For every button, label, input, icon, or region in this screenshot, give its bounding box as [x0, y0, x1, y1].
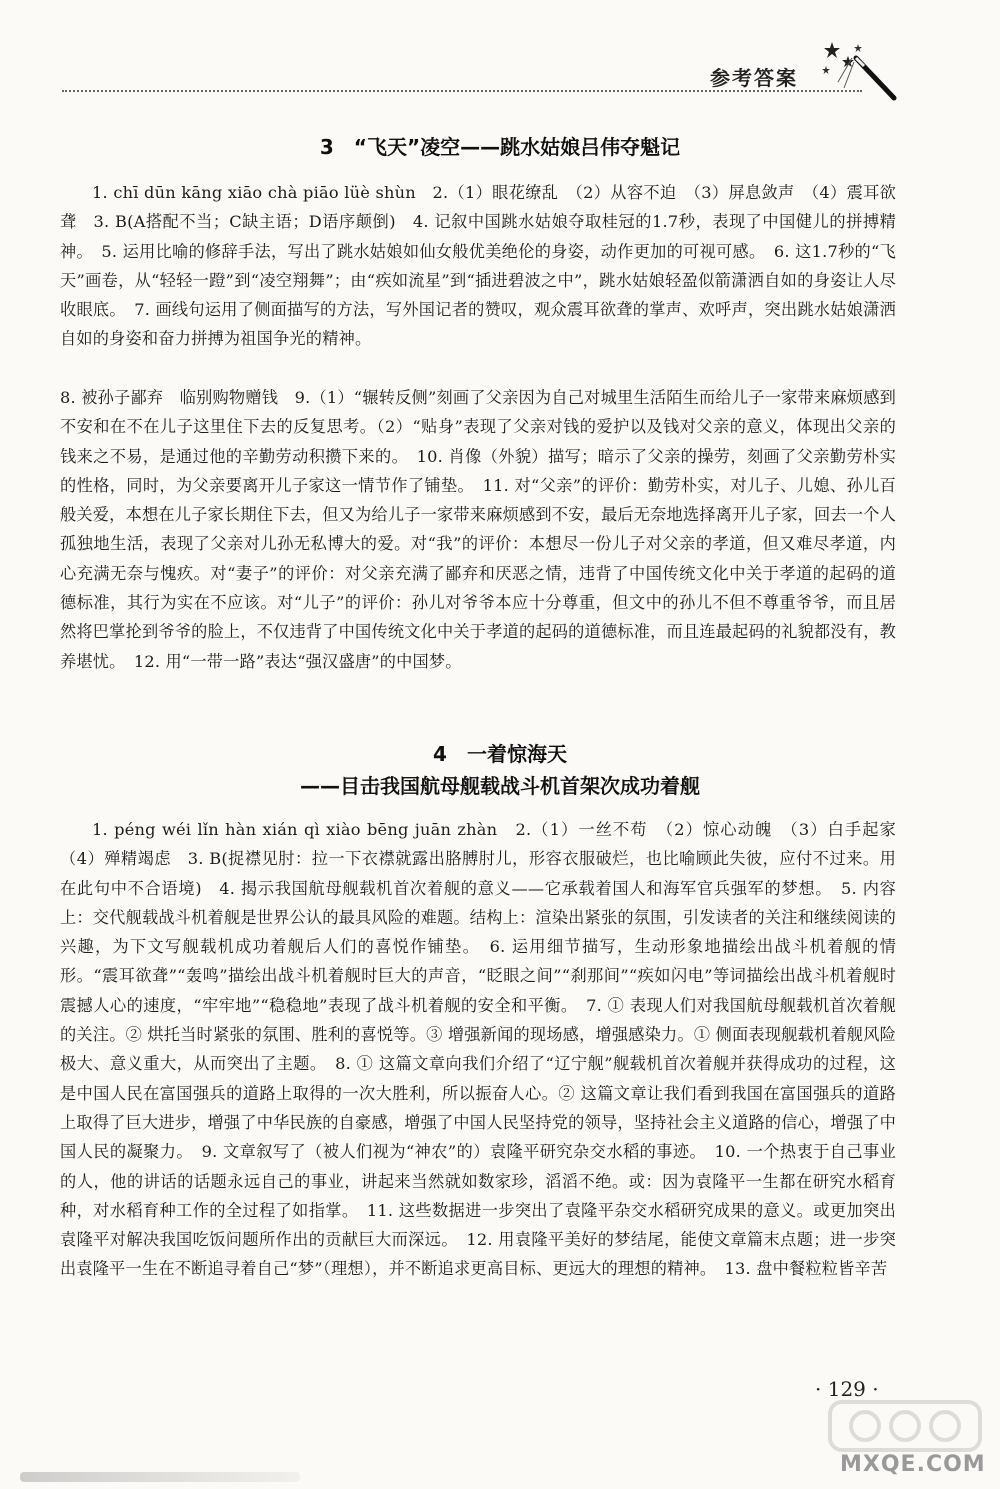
header-divider	[62, 90, 862, 92]
section-3-title: 3 “飞天”凌空——跳水姑娘吕伟夺魁记	[319, 135, 681, 159]
scan-edge-smudge	[20, 1472, 300, 1482]
page-number: · 129 ·	[815, 1377, 879, 1401]
watermark-text: MXQE.COM	[840, 1452, 986, 1477]
section-3-paragraph-2: 8. 被孙子鄙弃 临别购物赠钱 9.（1）“辗转反侧”刻画了父亲因为自己对城里生活陌生而给儿子一家带来麻烦感到不安和在不在儿子这里住下去的反复思考。（2）“贴身”表现了父亲对钱的爱护以及钱对父亲的意义，体现出父亲的钱来之不易，是通过他的辛勤劳动积攒下来的。 10. 肖像（外貌）描写；暗示了父亲的操劳，刻画了父亲勤劳朴实的性格，同时，为父亲要离开儿子家这一情节作了铺垫。 11. 对“父亲”的评价：勤劳朴实，对儿子、儿媳、孙儿百般关爱，本想在儿子家长期住下去，但又为给儿子一家带来麻烦感到不安，最后无奈地选择离开儿子家，回去一个人孤独地生活，表现了父亲对儿孙无私博大的爱。对“我”的评价：本想尽一份儿子对父亲的孝道，但又难尽孝道，内心充满无奈与愧疚。对“妻子”的评价：对父亲充满了鄙弃和厌恶之情，违背了中国传统文化中关于孝道的起码的道德标准，其行为实在不应该。对“儿子”的评价：孙儿对爷爷本应十分尊重，但文中的孙儿不但不尊重爷爷，而且居然将巴掌抡到爷爷的脸上，不仅违背了中国传统文化中关于孝道的起码的道德标准，而且连最起码的礼貌都没有，教养堪忧。 12. 用“一带一路”表达“强汉盛唐”的中国梦。	[60, 388, 896, 671]
magic-wand-stars-icon	[818, 38, 898, 103]
section-4-title: 4 一着惊海天	[433, 742, 567, 766]
header-label: 参考答案	[710, 66, 798, 90]
section-4-paragraph: 1. péng wéi lǐn hàn xián qì xiào bēng juān zhàn 2.（1）一丝不苟 （2）惊心动魄 （3）白手起家 （4）殚精竭虑 3. B(捉襟见肘：拉一下衣襟就露出胳膊肘儿，形容衣服破烂，也比喻顾此失彼，应付不过来。用在此句中不合语境) 4. 揭示我国航母舰载机首次着舰的意义——它承载着国人和海军官兵强军的梦想。 5. 内容上：交代舰载战斗机着舰是世界公认的最具风险的难题。结构上：渲染出紧张的氛围，引发读者的关注和继续阅读的兴趣，为下文写舰载机成功着舰后人们的喜悦作铺垫。 6. 运用细节描写，生动形象地描绘出战斗机着舰的情形。“震耳欲聋”“轰鸣”描绘出战斗机着舰时巨大的声音，“眨眼之间”“刹那间”“疾如闪电”等词描绘出战斗机着舰时震撼人心的速度，“牢牢地”“稳稳地”表现了战斗机着舰的安全和平衡。 7. ① 表现人们对我国航母舰载机首次着舰的关注。② 烘托当时紧张的氛围、胜利的喜悦等。③ 增强新闻的现场感，增强感染力。① 侧面表现舰载机着舰风险极大、意义重大，从而突出了主题。 8. ① 这篇文章向我们介绍了“辽宁舰”舰载机首次着舰并获得成功的过程，这是中国人民在富国强兵的道路上取得的一次大胜利，所以振奋人心。② 这篇文章让我们看到我国在富国强兵的道路上取得了巨大进步，增强了中华民族的自豪感，增强了中国人民坚持党的领导，坚持社会主义道路的信心，增强了中国人民的凝聚力。 9. 文章叙写了（被人们视为“神农”的）袁隆平研究杂交水稻的事迹。 10. 一个热衷于自己事业的人，他的讲话的话题永远自己的事业，讲起来当然就如数家珍，滔滔不绝。或：因为袁隆平一生都在研究水稻育种，对水稻育种工作的全过程了如指掌。 11. 这些数据进一步突出了袁隆平杂交水稻研究成果的意义。或更加突出袁隆平对解决我国吃饭问题所作出的贡献巨大而深远。 12. 用袁隆平美好的梦结尾，能使文章篇末点题；进一步突出袁隆平一生在不断追寻着自己“梦”（理想），并不断追求更高目标、更远大的理想的精神。 13. 盘中餐粒粒皆辛苦	[60, 820, 913, 1279]
section-3-paragraph-1: 1. chī dūn kāng xiāo chà piāo lüè shùn 2.（1）眼花缭乱 （2）从容不迫 （3）屏息敛声 （4）震耳欲聋 3. B(A搭配不当；C缺主语；D语序颠倒) 4. 记叙中国跳水姑娘夺取桂冠的1.7秒，表现了中国健儿的拼搏精神。 5. 运用比喻的修辞手法，写出了跳水姑娘如仙女般优美绝伦的身姿，动作更加的可视可感。 6. 这1.7秒的“飞天”画卷，从“轻轻一蹬”到“凌空翔舞”；由“疾如流星”到“插进碧波之中”，跳水姑娘轻盈似箭潇洒自如的身姿让人尽收眼底。 7. 画线句运用了侧面描写的方法，写外国记者的赞叹，观众震耳欲聋的掌声、欢呼声，突出跳水姑娘潇洒自如的身姿和奋力拼搏为祖国争光的精神。	[60, 183, 896, 349]
section-4-subtitle: ——目击我国航母舰载战斗机首架次成功着舰	[300, 774, 700, 798]
